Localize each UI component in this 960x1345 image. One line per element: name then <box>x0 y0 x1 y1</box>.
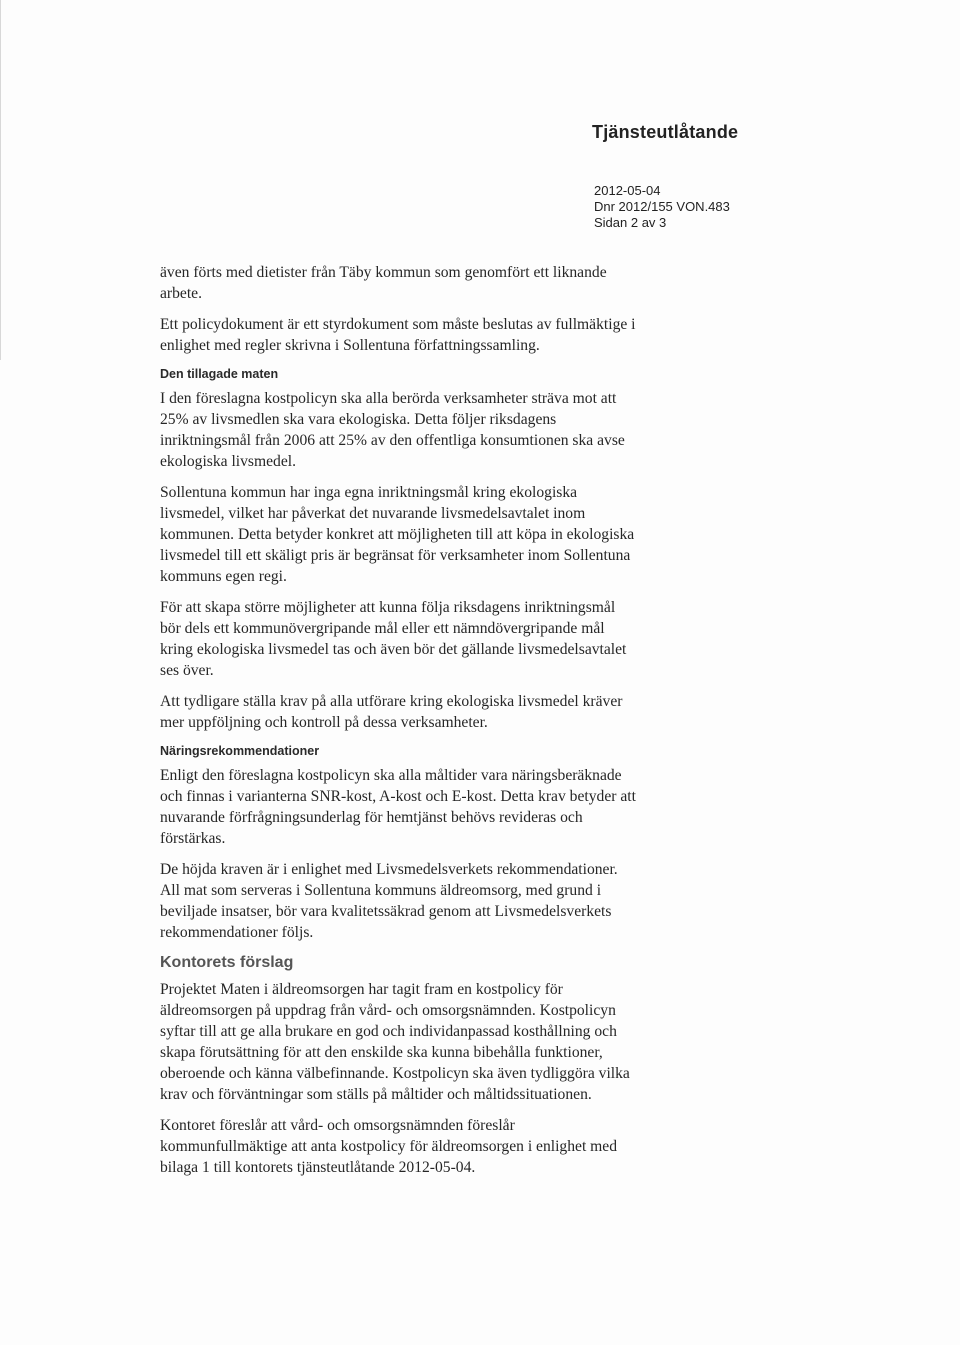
document-dnr: Dnr 2012/155 VON.483 <box>594 199 730 214</box>
page-number: Sidan 2 av 3 <box>594 215 667 230</box>
paragraph: Ett policydokument är ett styrdokument som måste beslutas av fullmäktige i enlighet med regler skrivna i Sollentuna författningssamling. <box>160 316 636 354</box>
scan-edge-mark <box>0 0 1 360</box>
paragraph: Sollentuna kommun har inga egna inriktningsmål kring ekologiska livsmedel, vilket har påverkat det nuvarande livsmedelsavtalet inom kommunen. Detta betyder konkret att möjligheten till att köpa in ekologiska livsmedel till ett skäligt pris är begränsat för verksamheter inom Sollentuna kommuns egen regi. <box>160 484 635 585</box>
paragraph: även förts med dietister från Täby kommun som genomfört ett liknande arbete. <box>160 264 607 302</box>
paragraph: De höjda kraven är i enlighet med Livsmedelsverkets rekommendationer. All mat som serveras i Sollentuna kommuns äldreomsorg, med grund i beviljade insatser, bör vara kvalitetssäkrad genom att Livsmedelsverkets rekommendationer följs. <box>160 861 618 941</box>
paragraph: För att skapa större möjligheter att kunna följa riksdagens inriktningsmål bör dels ett kommunövergripande mål eller ett nämndövergripande mål kring ekologiska livsmedel tas och även bör det gällande livsmedelsavtalet ses över. <box>160 599 627 679</box>
paragraph: I den föreslagna kostpolicyn ska alla berörda verksamheter sträva mot att 25% av livsmedlen ska vara ekologiska. Detta följer riksdagens inriktningsmål från 2006 att 25% av den offentliga konsumtionen ska avse ekologiska livsmedel. <box>160 390 625 470</box>
paragraph: Att tydligare ställa krav på alla utförare kring ekologiska livsmedel kräver mer uppföljning och kontroll på dessa verksamheter. <box>160 693 623 731</box>
paragraph: Projektet Maten i äldreomsorgen har tagit fram en kostpolicy för äldreomsorgen på uppdrag från vård- och omsorgsnämnden. Kostpolicyn syftar till att ge alla brukare en god och individanpassad kosthållning och skapa förutsättning för att den enskilde ska kunna bibehålla funktioner, oberoende och känna välbefinnande. Kostpolicyn ska även tydliggöra vilka krav och förväntningar som ställs på måltider och måltidssituationen. <box>160 981 630 1103</box>
document-body <box>160 262 760 1188</box>
section-heading: Den tillagade maten <box>160 367 279 381</box>
section-heading-large: Kontorets förslag <box>160 954 294 971</box>
paragraph: Kontoret föreslår att vård- och omsorgsnämnden föreslår kommunfullmäktige att anta kostpolicy för äldreomsorgen i enlighet med bilaga 1 till kontorets tjänsteutlåtande 2012-05-04. <box>160 1117 618 1176</box>
section-heading: Näringsrekommendationer <box>160 744 320 758</box>
document-meta <box>592 183 730 231</box>
paragraph: Enligt den föreslagna kostpolicyn ska alla måltider vara näringsberäknade och finnas i varianterna SNR-kost, A-kost och E-kost. Detta krav betyder att nuvarande förfrågningsunderlag för hemtjänst behövs revideras och förstärkas. <box>160 767 636 847</box>
document-date: 2012-05-04 <box>594 183 661 198</box>
document-type-title: Tjänsteutlåtande <box>592 122 739 142</box>
